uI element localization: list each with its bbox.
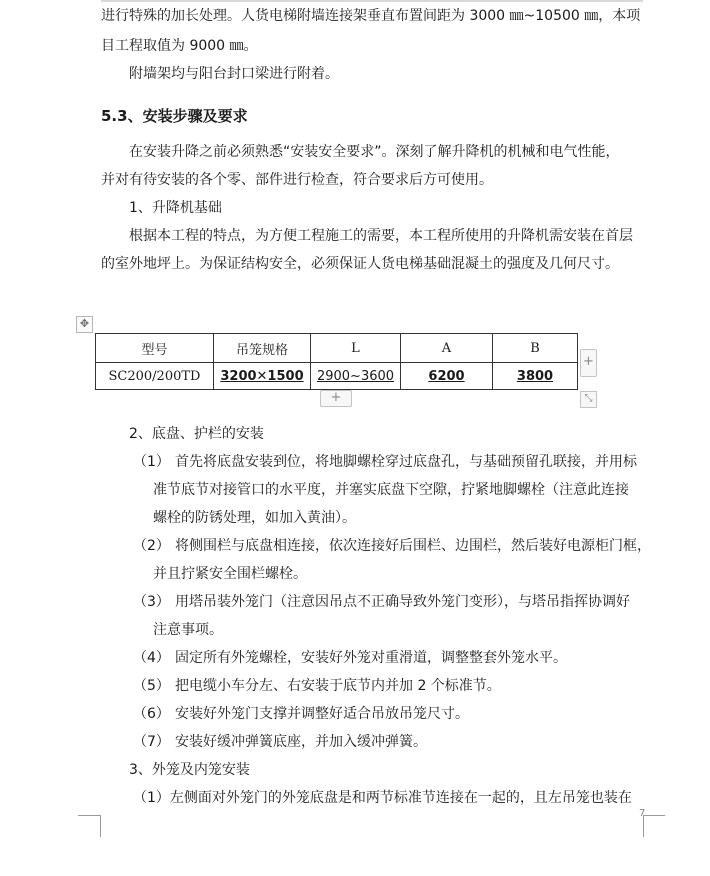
list-item-text: 将侧围栏与底盘相连接，依次连接好后围栏、边围栏，然后装好电源柜门框，: [175, 538, 651, 554]
list-item-text: 注意事项。: [153, 622, 223, 638]
list-item-text: 用塔吊装外笼门（注意因吊点不正确导致外笼门变形），与塔吊指挥协调好: [175, 594, 630, 610]
list-item-text: 准节底节对接管口的水平度，并塞实底盘下空隙，拧紧地脚螺栓（注意此连接: [153, 482, 629, 498]
list-item-number: （7）: [133, 734, 170, 750]
list-item-number: （3）: [133, 594, 170, 610]
table-header-cell[interactable]: A: [401, 334, 493, 363]
add-row-button[interactable]: +: [320, 390, 352, 407]
list-item-text: 固定所有外笼螺栓，安装好外笼对重滑道，调整整套外笼水平。: [175, 650, 567, 666]
list-item-text: 安装好外笼门支撑并调整好适合吊放吊笼尺寸。: [175, 706, 469, 722]
table-header-row: [96, 334, 578, 363]
add-column-button[interactable]: +: [580, 349, 597, 377]
paragraph-line: 在安装升降之前必须熟悉“安装安全要求”。深刻了解升降机的机械和电气性能，: [129, 144, 620, 160]
list-item-number: （2）: [133, 538, 170, 554]
table-cell[interactable]: 3200✕1500: [214, 363, 311, 390]
list-item-text: 并且拧紧安全围栏螺栓。: [153, 566, 307, 582]
table-cell[interactable]: 2900~3600: [311, 363, 401, 390]
crop-mark: [100, 815, 101, 837]
table-header-cell[interactable]: 型号: [96, 334, 214, 363]
spec-table: [95, 333, 578, 390]
list-item-number: （5）: [133, 678, 170, 694]
table-header-cell[interactable]: B: [493, 334, 578, 363]
table-row: [96, 363, 578, 390]
list-item-text: 首先将底盘安装到位，将地脚螺栓穿过底盘孔，与基础预留孔联接，并用标: [175, 454, 637, 470]
paragraph-line: 目工程取值为 9000 ㎜。: [101, 38, 258, 54]
list-item-text: 螺栓的防锈处理，如加入黄油）。: [153, 510, 356, 526]
paragraph-line: 进行特殊的加长处理。人货电梯附墙连接架垂直布置间距为 3000 ㎜~10500 ㎜，本项: [101, 8, 641, 24]
table-cell[interactable]: SC200/200TD: [96, 363, 214, 390]
table-header-cell[interactable]: 吊笼规格: [214, 334, 311, 363]
crop-mark: [78, 815, 100, 816]
page-number: 7: [639, 808, 646, 819]
table-resize-handle-icon[interactable]: ⤡: [580, 391, 597, 408]
table-cell[interactable]: 6200: [401, 363, 493, 390]
list-heading: 3、外笼及内笼安装: [129, 762, 250, 778]
section-heading: 5.3、安装步骤及要求: [101, 107, 248, 125]
table-cell[interactable]: 3800: [493, 363, 578, 390]
paragraph-line: 的室外地坪上。为保证结构安全，必须保证人货电梯基础混凝土的强度及几何尺寸。: [101, 256, 619, 272]
crop-mark: [643, 815, 665, 816]
table-move-handle-icon[interactable]: ✥: [76, 316, 93, 333]
list-item-text: 安装好缓冲弹簧底座，并加入缓冲弹簧。: [175, 734, 427, 750]
list-heading: 1、升降机基础: [129, 200, 222, 216]
list-heading: 2、底盘、护栏的安装: [129, 426, 264, 442]
table-header-cell[interactable]: L: [311, 334, 401, 363]
list-item-number: （4）: [133, 650, 170, 666]
paragraph-line: 根据本工程的特点，为方便工程施工的需要，本工程所使用的升降机需安装在首层: [129, 228, 633, 244]
paragraph-line: （1）左侧面对外笼门的外笼底盘是和两节标准节连接在一起的，且左吊笼也装在: [133, 790, 632, 806]
list-item-number: （1）: [133, 454, 170, 470]
list-item-number: （6）: [133, 706, 170, 722]
paragraph-line: 并对有待安装的各个零、部件进行检查，符合要求后方可使用。: [101, 172, 493, 188]
paragraph: 附墙架均与阳台封口梁进行附着。: [129, 66, 339, 82]
page-top-edge: [101, 0, 643, 2]
list-item-text: 把电缆小车分左、右安装于底节内并加 2 个标准节。: [175, 678, 501, 694]
